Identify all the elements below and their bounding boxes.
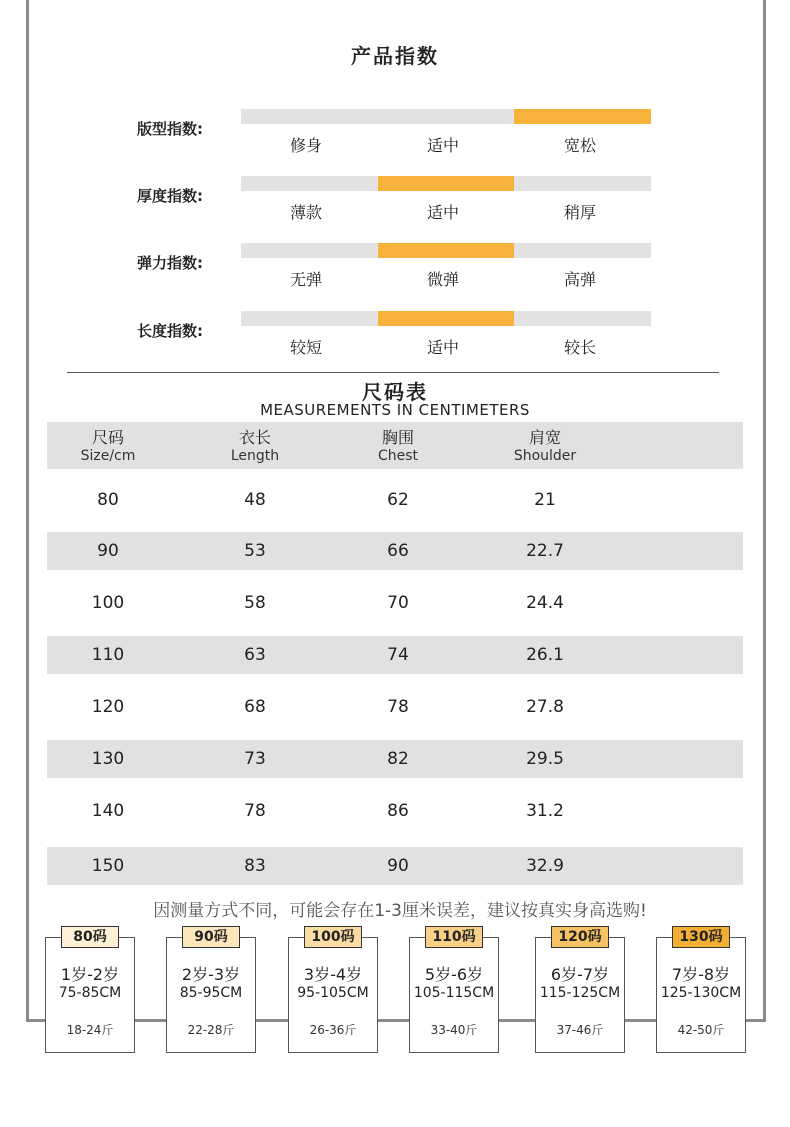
product-index-title: 产品指数 — [351, 44, 439, 68]
size-card-age: 6岁-7岁 — [550, 965, 610, 984]
index-bar — [241, 176, 651, 191]
size-card — [288, 929, 378, 1053]
index-option: 无弹 — [289, 270, 322, 289]
table-row — [47, 740, 743, 778]
header-shoulder-en: Shoulder — [513, 448, 577, 464]
size-card — [166, 929, 256, 1053]
table-row — [47, 532, 743, 570]
table-cell: 32.9 — [526, 856, 564, 876]
table-cell: 58 — [244, 593, 266, 613]
index-option: 修身 — [289, 136, 322, 155]
header-chest-en: Chest — [377, 448, 419, 464]
table-cell: 27.8 — [526, 697, 564, 717]
index-bar — [241, 311, 651, 326]
size-table — [47, 422, 743, 876]
size-card-height: 85-95CM — [179, 985, 243, 1001]
index-option: 适中 — [426, 338, 459, 357]
table-cell: 31.2 — [526, 801, 564, 821]
header-shoulder — [485, 428, 605, 465]
size-card-tag: 100码 — [304, 926, 362, 948]
index-option: 高弹 — [563, 270, 596, 289]
table-cell: 86 — [387, 801, 409, 821]
table-cell: 120 — [91, 697, 125, 717]
index-label: 版型指数: — [137, 120, 203, 138]
table-cell: 83 — [244, 856, 266, 876]
size-card-tag: 80码 — [61, 926, 119, 948]
size-card-age: 7岁-8岁 — [671, 965, 731, 984]
size-card-tag: 130码 — [672, 926, 730, 948]
header-size — [48, 428, 168, 465]
frame-right-border — [763, 0, 766, 1022]
size-chart-title: 尺码表 — [362, 380, 428, 404]
index-bar — [241, 243, 651, 258]
size-card-weight: 42-50斤 — [677, 1023, 725, 1037]
size-card — [409, 929, 499, 1053]
table-cell: 150 — [91, 856, 125, 876]
frame-bottom-border — [26, 1019, 766, 1022]
size-card-weight: 33-40斤 — [430, 1023, 478, 1037]
table-cell: 63 — [244, 645, 266, 665]
table-row — [47, 792, 743, 830]
header-length — [195, 428, 315, 465]
table-cell: 68 — [244, 697, 266, 717]
table-cell: 140 — [91, 801, 125, 821]
frame-left-border — [26, 0, 29, 1022]
size-card-weight: 18-24斤 — [66, 1023, 114, 1037]
size-card-height: 75-85CM — [58, 985, 122, 1001]
table-row — [47, 847, 743, 885]
section-divider — [67, 372, 719, 373]
index-bar-selected — [378, 176, 515, 191]
table-cell: 48 — [244, 490, 266, 510]
table-cell: 90 — [97, 541, 119, 561]
index-option: 薄款 — [289, 203, 322, 222]
size-card-weight: 37-46斤 — [556, 1023, 604, 1037]
table-cell: 80 — [97, 490, 119, 510]
index-bar-selected — [514, 109, 651, 124]
size-card — [535, 929, 625, 1053]
index-option: 较短 — [289, 338, 322, 357]
table-cell: 29.5 — [526, 749, 564, 769]
index-bar — [241, 109, 651, 124]
table-cell: 70 — [387, 593, 409, 613]
index-option: 适中 — [426, 136, 459, 155]
table-row — [47, 688, 743, 726]
table-cell: 110 — [91, 645, 125, 665]
table-cell: 130 — [91, 749, 125, 769]
size-card-tag: 120码 — [551, 926, 609, 948]
table-cell: 21 — [534, 490, 556, 510]
header-size-en: Size/cm — [80, 448, 136, 464]
index-label: 厚度指数: — [137, 187, 203, 205]
table-cell: 62 — [387, 490, 409, 510]
table-cell: 74 — [387, 645, 409, 665]
index-label: 弹力指数: — [137, 254, 203, 272]
header-size-zh: 尺码 — [91, 428, 124, 447]
table-cell: 24.4 — [526, 593, 564, 613]
size-card — [656, 929, 746, 1053]
index-option: 微弹 — [426, 270, 459, 289]
size-card-height: 105-115CM — [413, 985, 495, 1001]
table-row — [47, 481, 743, 519]
header-length-zh: 衣长 — [238, 428, 271, 447]
size-card — [45, 929, 135, 1053]
table-cell: 78 — [244, 801, 266, 821]
table-row — [47, 636, 743, 674]
header-shoulder-zh: 肩宽 — [528, 428, 561, 447]
table-cell: 66 — [387, 541, 409, 561]
table-cell: 90 — [387, 856, 409, 876]
size-chart-subtitle: MEASUREMENTS IN CENTIMETERS — [260, 401, 530, 419]
header-length-en: Length — [230, 448, 280, 464]
measurement-note: 因测量方式不同，可能会存在1-3厘米误差，建议按真实身高选购! — [153, 901, 647, 921]
index-option: 较长 — [563, 338, 596, 357]
size-card-age: 5岁-6岁 — [424, 965, 484, 984]
table-row — [47, 584, 743, 622]
index-option: 宽松 — [563, 136, 596, 155]
index-bar-selected — [378, 243, 515, 258]
table-cell: 73 — [244, 749, 266, 769]
size-card-weight: 26-36斤 — [309, 1023, 357, 1037]
size-card-age: 2岁-3岁 — [181, 965, 241, 984]
index-bar-selected — [378, 311, 515, 326]
size-card-age: 3岁-4岁 — [303, 965, 363, 984]
table-cell: 100 — [91, 593, 125, 613]
table-cell: 22.7 — [526, 541, 564, 561]
size-card-tag: 110码 — [425, 926, 483, 948]
index-option: 适中 — [426, 203, 459, 222]
size-card-weight: 22-28斤 — [187, 1023, 235, 1037]
header-chest — [338, 428, 458, 465]
size-table-header — [47, 422, 743, 469]
size-card-height: 125-130CM — [660, 985, 742, 1001]
table-cell: 26.1 — [526, 645, 564, 665]
size-card-age: 1岁-2岁 — [60, 965, 120, 984]
size-card-height: 115-125CM — [539, 985, 621, 1001]
table-cell: 78 — [387, 697, 409, 717]
size-card-tag: 90码 — [182, 926, 240, 948]
table-cell: 82 — [387, 749, 409, 769]
index-option: 稍厚 — [563, 203, 596, 222]
table-cell: 53 — [244, 541, 266, 561]
size-card-height: 95-105CM — [297, 985, 369, 1001]
header-chest-zh: 胸围 — [381, 428, 414, 447]
index-label: 长度指数: — [137, 322, 203, 340]
